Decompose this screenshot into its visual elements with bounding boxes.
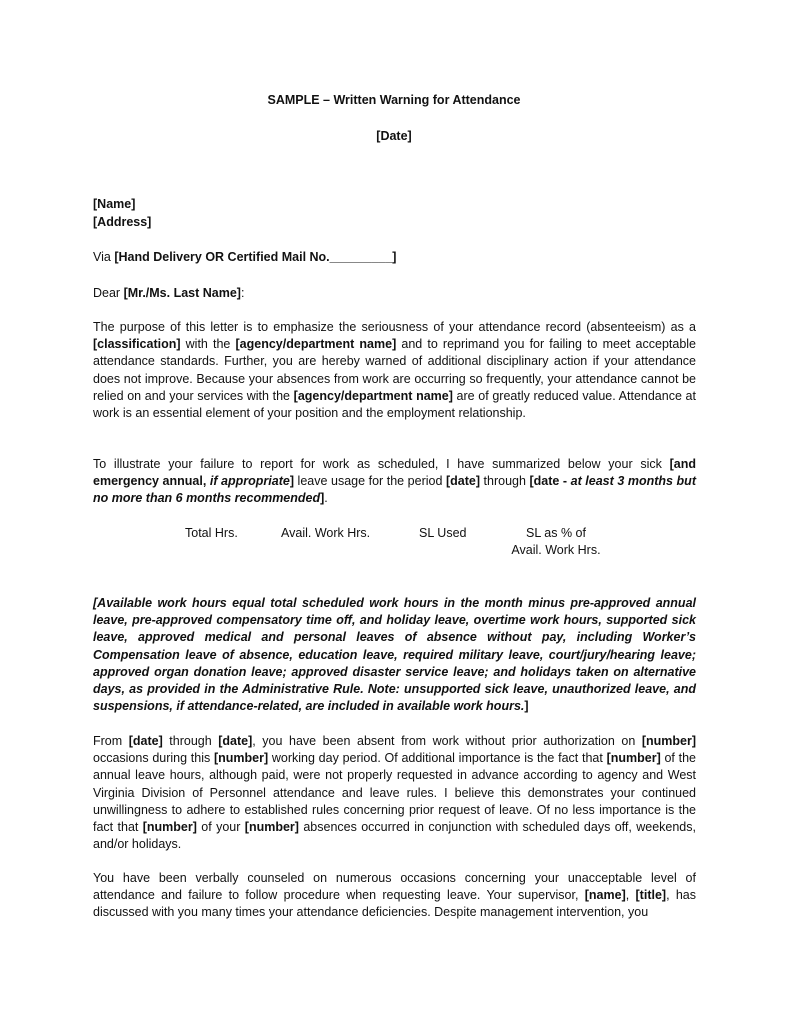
placeholder-date: ] [320, 491, 325, 506]
placeholder-date: at least 3 months but no more than 6 months recommended [93, 474, 696, 506]
para-text: through [480, 474, 530, 489]
note-close-bracket: ] [524, 699, 529, 714]
paragraph-purpose [93, 319, 696, 422]
salutation [93, 285, 244, 302]
para-text: From [93, 734, 129, 748]
para-text: , [625, 888, 636, 903]
placeholder-title: [title] [635, 888, 667, 903]
salutation-prefix: Dear [93, 286, 124, 300]
placeholder-number: [number] [213, 751, 269, 766]
placeholder-number: [number] [244, 820, 299, 835]
para-text: working day period. Of additional importance is the fact that [268, 751, 607, 766]
para-text: of the annual leave hours, although paid, were not properly requested in advance according to agency and West Virginia Division of Personnel attendance and leave rules. I believe this demonstrates your continued unwillingness to adhere to established rules concerning prior request of leave. Of no less importance is the fact that [93, 751, 697, 835]
para-text: The purpose of this letter is to emphasize the seriousness of your attendance record (absenteeism) as a [93, 320, 696, 334]
column-header-sl-used: SL Used [419, 526, 467, 540]
paragraph-summary [93, 456, 696, 508]
column-header-sl-percent-line2: Avail. Work Hrs. [511, 543, 601, 557]
para-text: with the [180, 337, 236, 352]
note-text: [Available work hours equal total scheduled work hours in the month minus pre-approved annual leave, pre-approved compensatory time off, and holiday leave, overtime work hours, supported sick leave, approved medical and personal leaves of absence without pay, including Worker’s Compensation leave of absence, education leave, required military leave, court/jury/hearing leave; approved organ donation leave; approved disaster service leave; and holidays taken on alternative days, as provided in the Administrative Rule. Note: unsupported sick leave, unauthorized leave, and suspensions, if attendance-related, are included in available work hours. [93, 596, 696, 714]
column-header-sl-percent-line1: SL as % of [526, 526, 586, 540]
placeholder-date: [date] [445, 474, 480, 489]
salutation-suffix: : [240, 286, 245, 300]
paragraph-available-hours-note [93, 595, 696, 715]
placeholder-number: [number] [641, 734, 697, 748]
placeholder-agency: [agency/department name] [235, 337, 397, 352]
document-date: [Date] [376, 129, 412, 143]
placeholder-name: [name] [584, 888, 626, 903]
column-header-avail-work-hrs: Avail. Work Hrs. [281, 526, 371, 540]
salutation-name: [Mr./Ms. Last Name] [123, 286, 241, 300]
placeholder-number: [number] [606, 751, 661, 766]
para-text: You have been verbally counseled on numerous occasions concerning your unacceptable level of attendance and failure to follow procedure when requesting leave. Your supervisor, [93, 871, 696, 903]
via-label: Via [93, 250, 115, 264]
placeholder-leave-type: [and emergency annual, [93, 457, 696, 489]
para-text: , you have been absent from work without prior authorization on [252, 734, 642, 748]
placeholder-leave-type: ] [289, 474, 294, 489]
recipient-name: [Name] [93, 197, 136, 211]
column-header-total-hrs: Total Hrs. [185, 526, 238, 540]
placeholder-date: [date] [128, 734, 163, 748]
para-text: absences occurred in conjunction with scheduled days off, weekends, and/or holidays. [93, 820, 696, 852]
para-text: To illustrate your failure to report for work as scheduled, I have summarized below your sick [93, 457, 670, 471]
column-header-sl-percent [511, 525, 601, 559]
paragraph-counseling [93, 870, 696, 922]
para-text: of your [196, 820, 245, 835]
para-text: through [162, 734, 219, 748]
placeholder-leave-type: if appropriate [209, 474, 290, 489]
placeholder-number: [number] [142, 820, 197, 835]
via-method: [Hand Delivery OR Certified Mail No._________] [114, 250, 397, 264]
recipient-address: [Address] [93, 215, 152, 229]
para-text: , has discussed with you many times your attendance deficiencies. Despite management intervention, you [93, 888, 696, 920]
document-title: SAMPLE – Written Warning for Attendance [267, 93, 521, 107]
placeholder-date: [date - [529, 474, 571, 489]
para-text: occasions during this [93, 751, 214, 766]
placeholder-classification: [classification] [93, 337, 181, 352]
para-text: leave usage for the period [294, 474, 446, 489]
para-text: and to reprimand you for failing to meet acceptable attendance standards. Further, you are hereby warned of additional disciplinary action if your attendance does not improve. Because your absences from work are occurring so frequently, your attendance cannot be relied on and your services with the [93, 337, 697, 403]
paragraph-absences [93, 733, 696, 853]
placeholder-date: [date] [218, 734, 253, 748]
placeholder-agency: [agency/department name] [293, 388, 453, 403]
para-text: are of greatly reduced value. Attendance at work is an essential element of your position and the employment relationship. [93, 388, 696, 421]
para-text: . [324, 491, 328, 506]
delivery-method [93, 249, 396, 266]
